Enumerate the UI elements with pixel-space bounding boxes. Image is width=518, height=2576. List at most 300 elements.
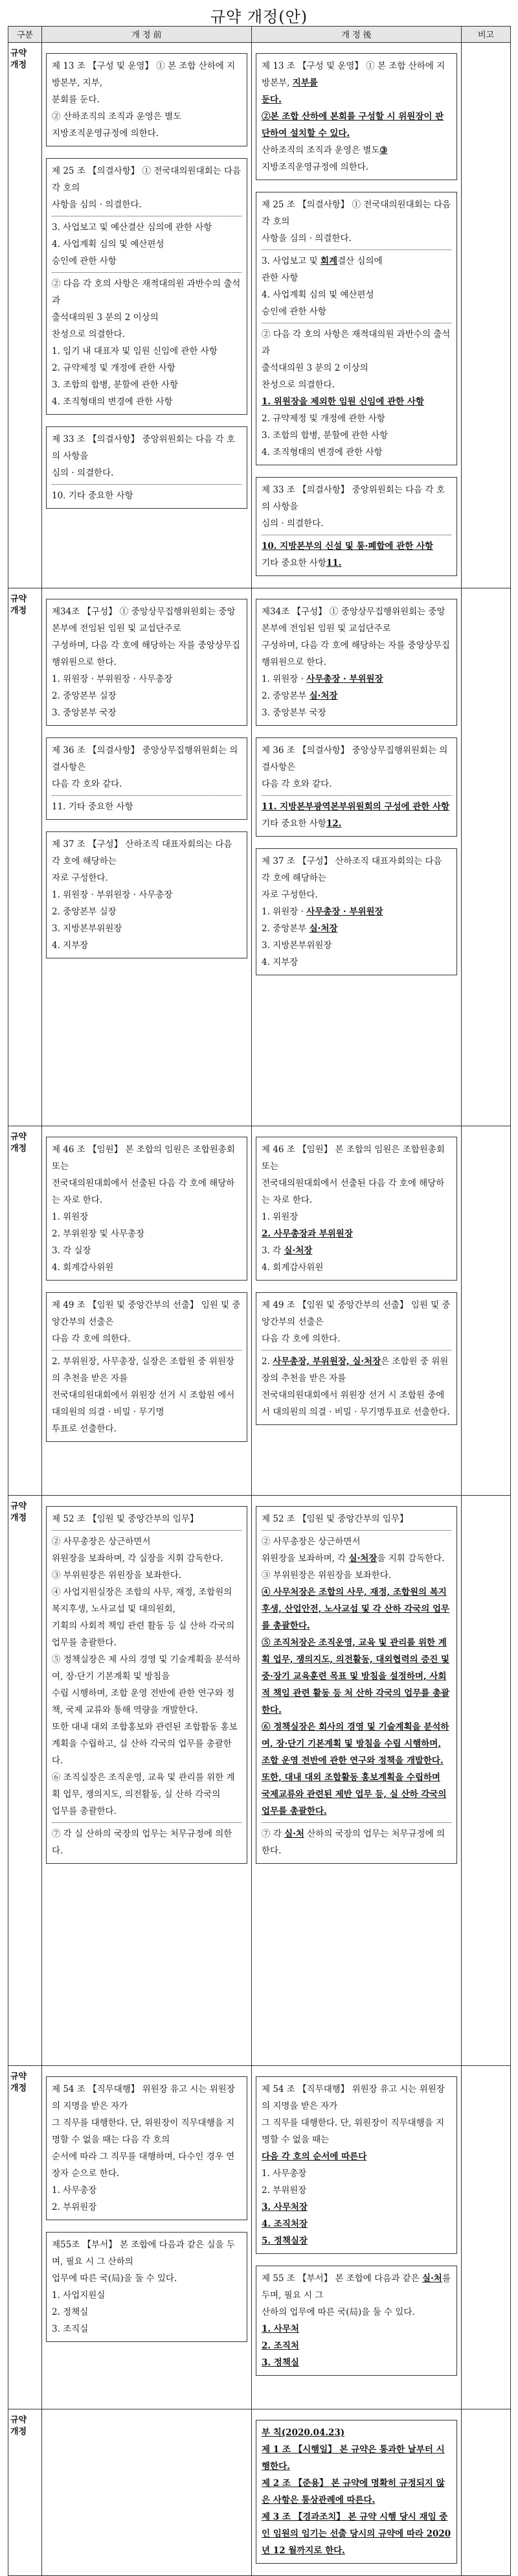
article-line [52,2270,242,2287]
article-text: 찬성으로 의결한다. [262,380,335,390]
section-label: 규약 개정 [8,2409,42,2576]
after-article-box [256,1506,457,1864]
article-text: 은 조합원 중 위원장의 추천을 받은 자를 [262,1356,449,1384]
article-text: 제 25 조 【의결사항】 ① 전국대의원대회는 다음 각 호의 [52,166,242,193]
article-text: 찬성으로 의결한다. [52,329,125,340]
article-line [52,1330,242,1347]
article-text: 3. 조합의 합병, 분할에 관한 사항 [262,430,388,441]
section-label: 규약 개정 [8,1126,42,1496]
article-text: 제 33 조 【의결사항】 중앙위원회는 다음 각 호의 사항을 [52,434,235,461]
article-text: 3. 중앙본부 국장 [52,708,117,718]
article-text: 기획의 사회적 책임 관련 활동 등 실 산하 각국의 업무를 총괄한다. [52,1621,235,1648]
amended-text: 제 1 조 【시행일】 본 규약은 통과한 날부터 시행한다. [262,2444,445,2472]
article-text: 2. 부위원장 [52,2202,97,2212]
article-line [52,1533,242,1550]
article-line [52,253,242,270]
article-line [52,1826,242,1859]
header-section: 구분 [8,27,42,43]
article-line [52,2182,242,2199]
article-line [262,671,451,688]
article-line [52,465,242,482]
article-line [52,1387,242,1421]
article-line [52,2321,242,2338]
article-line [262,704,451,721]
amended-text: ④ 사무처장은 조합의 사무, 재정, 조합원의 복지후생, 산업안전, 노사교섭 및 각 산하 각국의 업무를 총괄한다. [262,1587,450,1631]
article-line [262,2216,451,2233]
amended-text: 12. [326,818,342,829]
article-line [52,2115,242,2148]
after-article-box [256,53,457,180]
article-text: 2. 중앙본부 실장 [52,691,117,701]
article-line [262,2321,451,2338]
article-text: 출석대의원 3 분의 2 이상의 [262,363,368,373]
article-text: 위원장을 보좌하며, 각 실장을 지휘 감독한다. [52,1553,223,1564]
article-text: 다음 각 호와 같다. [52,779,122,789]
article-line [262,2354,451,2371]
before-cell [42,2409,252,2576]
before-article-box [46,1137,247,1281]
article-text: 사항을 심의 · 의결한다. [262,233,352,244]
article-text: 승인에 관한 사항 [262,307,326,317]
after-article-box [256,2420,457,2564]
article-line [262,159,451,176]
article-text: 2. 중앙본부 [262,691,310,701]
article-line [52,360,242,377]
article-line [52,937,242,954]
article-text: 그 직무를 대행한다. 단, 위원장이 직무대행을 지명할 수 없을 때는 [262,2118,445,2145]
article-line [262,954,451,971]
amended-text: 2. 사무총장과 부위원장 [262,1229,353,1239]
article-text: 자로 구성한다. [262,890,318,900]
article-line [262,2081,451,2115]
article-line [52,196,242,213]
after-article-box [256,2076,457,2254]
article-line [52,275,242,309]
article-text: 사항을 심의 · 의결한다. [52,200,142,210]
article-line [52,1584,242,1618]
article-line [262,230,451,247]
article-line [52,2199,242,2216]
article-line [262,1567,451,1584]
before-article-box [46,1506,247,1864]
article-text: 위원장을 보좌하며, 각 [262,1553,349,1564]
article-text: 기타 중요한 사항 [262,558,326,568]
article-text: 수립 시행하며, 조합 운영 전반에 관한 연구와 정책, 국제 교류와 통해 역량을 개발한다. [52,1688,235,1715]
article-text: 그 직무를 대행한다. 단, 위원장이 직무대행을 지명할 수 없을 때는 다음 각 호의 [52,2118,235,2145]
article-text: ② 다음 각 호의 사항은 재적대의원 과반수의 출석과 [52,279,241,306]
article-line [262,1353,451,1387]
before-article-box [46,2232,247,2342]
article-text: 제 52 조 【임원 및 중앙간부의 임무】 [262,1514,409,1524]
before-article-box [46,426,247,509]
article-text: 4. 회계감사위원 [262,1262,324,1273]
amended-text: ⑥ 정책실장은 회사의 경영 및 기술계획을 분석하여, 장·단기 기본계획 및 방침을 수립 시행하며, 조합 운영 전반에 관한 연구와 정책을 개발한다. 또한, 대내 대외 조합활동 홍보계획을 수립하며 국제교류와 관련된 제반 업무 등, 실 산하 각국의 업무를 총괄한다. [262,1722,449,1816]
note-cell [462,1126,511,1496]
article-line [262,555,451,572]
amendment-row [8,588,511,1126]
section-label: 규약 개정 [8,2066,42,2409]
article-line [262,108,451,142]
omission-divider [262,1822,451,1823]
amended-text: 제 2 조 【준용】 본 규약에 명확히 규정되지 않은 사항은 통상관례에 따른다. [262,2478,445,2505]
article-text: 전국대의원대회에서 위원장 선거 시 조합원 중에서 대의원의 의결 · 비밀 · 무기명투표로 선출한다. [262,1390,450,1417]
amended-text: 사무총장 · 부위원장 [306,674,383,684]
before-cell [42,1126,252,1496]
article-text: 1. 위원장 [262,1212,298,1222]
amended-text: 지부를 [292,78,318,88]
amended-text: 실·처 [284,1829,304,1839]
section-label: 규약 개정 [8,43,42,588]
article-line [262,2338,451,2354]
article-text: 2. 부위원장 및 사무총장 [52,1229,145,1239]
header-before: 개 정 前 [42,27,252,43]
before-article-box [46,737,247,820]
article-text: 제 55 조 【부서】 본 조합에 다음과 같은 [262,2273,423,2284]
article-text: 제 37 조 【구성】 산하조직 대표자회의는 다음 각 호에 해당하는 [52,839,232,866]
amended-text: 사무총장, 부위원장, 실·처장 [273,1356,381,1367]
omission-divider [52,1822,242,1823]
article-line [262,1533,451,1550]
article-line [262,2115,451,2148]
article-line [262,920,451,937]
article-line [52,393,242,410]
article-text: 제55조 【부서】 본 조합에 다음과 같은 실을 두며, 필요 시 그 산하의 [52,2240,235,2267]
article-text: ⑥ 조직실장은 조직운영, 교육 및 관리를 위한 계획 업무, 쟁의지도, 의전활동, 실 산하 각국의 [52,1772,235,1800]
article-text: ② 산하조직의 조직과 운영은 별도 [52,111,182,122]
article-line [262,2509,451,2559]
article-text: 3. 지방본부위원장 [52,923,122,934]
article-text: 순서에 따라 그 직무를 대행하며, 다수인 경우 연장자 순으로 한다. [52,2152,235,2179]
article-line [262,637,451,671]
article-text: 1. 사무총장 [52,2185,97,2196]
article-text: ③ 부위원장은 위원장을 보좌한다. [262,1570,392,1581]
article-line [52,1803,242,1820]
article-line [52,2148,242,2182]
article-text: 제 13 조 【구성 및 운영】 ① 본 조합 산하에 지방본부, [262,61,445,88]
article-text: 제 36 조 【의결사항】 중앙상무집행위원회는 의결사항은 [52,745,238,772]
article-text: 3. 사업보고 및 예산결산 심의에 관한 사항 [52,222,212,233]
article-line [52,91,242,108]
before-article-box [46,599,247,726]
article-line [262,903,451,920]
article-line [52,431,242,465]
article-line [262,286,451,303]
table-body [8,43,511,2576]
article-line [262,515,451,532]
document-title: 규약 개정(안) [210,8,308,26]
article-text: 구성하며, 다음 각 호에 해당하는 자를 중앙상무집행위원으로 한다. [262,640,450,667]
article-line [262,1634,451,1719]
article-line [52,798,242,815]
article-line [262,1297,451,1330]
article-text: 2. [262,1356,273,1367]
before-article-box [46,53,247,146]
article-text: 3. 각 [262,1246,284,1256]
after-article-box [256,2266,457,2376]
article-text: 4. 사업계획 심의 및 예산편성 [262,290,374,300]
article-line [52,1550,242,1567]
article-text: 을 지휘 감독한다. [377,1553,445,1564]
article-text: 1. 위원장 · 부위원장 · 사무총장 [52,890,173,900]
header-after: 개 정 後 [252,27,462,43]
article-text: ② 사무총장은 상근하면서 [52,1537,151,1547]
article-line [262,2304,451,2321]
article-text: 제 36 조 【의결사항】 중앙상무집행위원회는 의결사항은 [262,745,448,772]
before-article-box [46,158,247,415]
article-line [52,1511,242,1527]
article-text: 1. 위원장 [52,1212,89,1222]
article-line [262,603,451,637]
article-text: 제 52 조 【임원 및 중앙간부의 임무】 [52,1514,199,1524]
article-line [52,125,242,142]
article-text: ⑦ 각 [262,1829,285,1839]
article-line [52,1685,242,1719]
after-cell [252,588,462,1126]
article-text: 전국대의원대회에서 위원장 선거 시 조합원 에서 대의원의 의결 · 비밀 · 무기명 [52,1390,235,1417]
before-cell [42,588,252,1126]
article-line [262,1584,451,1634]
article-text: 제 49 조 【임원 및 중앙간부의 선출】 임원 및 중앙간부의 선출은 [262,1300,451,1327]
article-line [52,1242,242,1259]
before-cell [42,1496,252,2066]
article-line [52,377,242,393]
article-text: 제 13 조 【구성 및 운영】 ① 본 조합 산하에 지방본부, 지부, [52,61,236,88]
amended-text: 1. 위원장을 제외한 임원 신임에 관한 사항 [262,397,424,407]
amended-text: 제 3 조 【경과조치】 본 규약 시행 당시 재임 중인 임원의 임기는 선출 당시의 규약에 따라 2020 년 12 월까지로 한다. [262,2512,451,2556]
article-line [52,1567,242,1584]
article-line [262,2182,451,2199]
after-article-box [256,1137,457,1281]
amended-text: 부 칙(2020.04.23) [262,2428,345,2438]
article-line [262,887,451,903]
article-line [52,163,242,196]
section-label: 규약 개정 [8,1496,42,2066]
article-line [262,798,451,815]
article-text: 3. 지방본부위원장 [262,940,332,951]
article-text: 4. 사업계획 심의 및 예산편성 [52,239,164,249]
amendment-row [8,43,511,588]
article-line [262,776,451,793]
before-cell [42,2066,252,2409]
article-line [262,1259,451,1276]
article-line [262,1141,451,1175]
article-line [52,903,242,920]
article-text: 1. 사업지원실 [52,2290,106,2301]
article-line [262,410,451,427]
article-text: 전국대의원대회에서 선출된 다음 각 호에 해당하는 자로 한다. [52,1178,235,1205]
omission-divider [262,795,451,796]
article-line [52,236,242,253]
before-cell [42,43,252,588]
article-text: 3. 조합의 합병, 분할에 관한 사항 [52,380,179,390]
article-line [262,91,451,108]
amended-text: 실·처 [422,2273,442,2284]
article-text: 산하의 업무에 따른 국(局)을 둘 수 있다. [262,2307,415,2317]
article-text: 제34조 【구성】 ① 중앙상무집행위원회는 중앙본부에 전임된 임원 및 교섭단주로 [262,607,445,634]
amendment-row [8,2066,511,2409]
article-text: 관한 사항 [262,273,298,283]
article-line [262,444,451,461]
article-line [52,2287,242,2304]
article-text: 10. 기타 중요한 사항 [52,491,133,501]
amended-text: ⑤ 조직처장은 조직운영, 교육 및 관리를 위한 계획 업무, 쟁의지도, 의전활동, 대외협력의 증진 및 중·장기 교육훈련 목표 및 방침을 설정하며, 사회적 책임 관련 활동 등 처 산하 각국의 업무를 총괄한다. [262,1638,450,1715]
article-text: 제 49 조 【임원 및 중앙간부의 선출】 임원 및 중앙간부의 선출은 [52,1300,241,1327]
article-text: ④ 사업지원실장은 조합의 사무, 재정, 조합원의 복지후생, 노사교섭 및 대의원회, [52,1587,232,1614]
article-line [52,58,242,91]
amended-text: ②본 조합 산하에 본회를 구성할 시 위원장이 판단하여 설치할 수 있다. [262,111,444,139]
article-line [52,637,242,671]
amended-text: 실·처장 [309,923,338,934]
omission-divider [52,795,242,796]
article-line [52,603,242,637]
article-text: ③ 부위원장은 위원장을 보좌한다. [52,1570,182,1581]
article-text: 2. 규약제정 및 개정에 관한 사항 [262,413,385,424]
after-cell [252,1126,462,1496]
article-text: 4. 회계감사위원 [52,1262,114,1273]
article-line [52,1175,242,1209]
article-text: 다음 각 호와 같다. [262,779,332,789]
article-line [52,1719,242,1769]
article-line [262,1719,451,1820]
article-line [52,1618,242,1651]
article-text: ② 사무총장은 상근하면서 [262,1537,361,1547]
article-text: 지방조직운영규정에 의한다. [262,162,369,172]
article-line [52,1209,242,1225]
article-text: 제 33 조 【의결사항】 중앙위원회는 다음 각 호의 사항을 [262,485,445,512]
article-line [52,108,242,125]
note-cell [462,1496,511,2066]
article-text: 2. 중앙본부 [262,923,310,934]
amended-text: 둔다. [262,95,282,105]
article-text: 2. 부위원장 [262,2185,307,2196]
article-line [52,487,242,504]
amended-text: 사무총장 · 부위원장 [306,907,383,917]
after-article-box [256,737,457,837]
article-line [52,1297,242,1330]
article-line [262,482,451,515]
amended-text: 3. 사무처장 [262,2202,308,2212]
omission-divider [52,272,242,273]
article-text: 지방조직운영규정에 의한다. [52,128,159,139]
article-text: 4. 조직형태의 변경에 관한 사항 [262,447,383,458]
article-line [262,1550,451,1567]
article-line [262,427,451,444]
article-line [52,1259,242,1276]
article-line [262,2148,451,2165]
article-text: 승인에 관한 사항 [52,256,117,266]
article-text: 기타 중요한 사항 [262,818,326,829]
article-text: 분회를 둔다. [52,95,100,105]
article-text: 제 46 조 【임원】 본 조합의 임원은 조합원총회 또는 [52,1144,235,1172]
amended-text: 11. [326,558,342,568]
after-article-box [256,848,457,975]
article-text: 1. 사무총장 [262,2168,307,2179]
article-text: 다음 각 호에 의한다. [52,1334,131,1344]
article-line [262,2441,451,2475]
article-text: 전국대의원대회에서 선출된 다음 각 호에 해당하는 자로 한다. [262,1178,445,1205]
before-article-box [46,831,247,958]
article-text: 제 25 조 【의결사항】 ① 전국대의원대회는 다음 각 호의 [262,200,451,227]
article-text: 제34조 【구성】 ① 중앙상무집행위원회는 중앙본부에 전임된 임원 및 교섭단주로 [52,607,236,634]
article-text: 제 37 조 【구성】 산하조직 대표자회의는 다음 각 호에 해당하는 [262,856,442,883]
amendment-row [8,1126,511,1496]
article-text: 구성하며, 다음 각 호에 해당하는 자를 중앙상무집행위원으로 한다. [52,640,240,667]
after-cell [252,2409,462,2576]
article-text: 3. 중앙본부 국장 [262,708,326,718]
amended-text: 다음 각 호의 순서에 따른다 [262,2152,367,2162]
article-line [262,326,451,360]
article-line [262,360,451,377]
article-line [262,1826,451,1859]
after-article-box [256,599,457,726]
article-line [52,2304,242,2321]
after-cell [252,2066,462,2409]
article-line [52,836,242,870]
note-cell [462,2409,511,2576]
article-text: 투표로 선출한다. [52,1424,117,1434]
article-text: 출석대의원 3 분의 2 이상의 [52,312,159,323]
article-text: 3. 조직실 [52,2324,89,2334]
article-line [262,2475,451,2509]
article-line [52,343,242,360]
after-article-box [256,477,457,576]
after-article-box [256,192,457,465]
omission-divider [52,1350,242,1351]
before-article-box [46,2076,247,2220]
after-cell [252,43,462,588]
article-line [52,870,242,887]
article-text: 1. 위원장 · 부위원장 · 사무총장 [52,674,173,684]
article-text: 제 46 조 【임원】 본 조합의 임원은 조합원총회 또는 [262,1144,445,1172]
article-text: 심의 · 의결한다. [52,468,114,478]
article-line [262,2165,451,2182]
amended-text: 실·처장 [348,1553,377,1564]
article-line [52,326,242,343]
article-line [262,1330,451,1347]
article-text: 3. 각 실장 [52,1246,91,1256]
article-text: 2. 규약제정 및 개정에 관한 사항 [52,363,175,373]
article-text: 3. 사업보고 및 [262,256,321,266]
before-article-box [46,1292,247,1442]
article-line [52,920,242,937]
article-line [262,1511,451,1527]
amended-text: 실·처장 [284,1246,313,1256]
article-line [52,704,242,721]
article-text: 산하조직의 조직과 운영은 별도 [262,145,380,156]
article-line [262,377,451,393]
omission-divider [52,484,242,485]
note-cell [462,588,511,1126]
article-line [262,303,451,320]
article-line [52,776,242,793]
article-line [262,2270,451,2304]
article-text: 자로 구성한다. [52,873,108,883]
note-cell [462,43,511,588]
article-line [52,671,242,688]
after-cell [252,1496,462,2066]
article-line [262,142,451,159]
article-line [262,2199,451,2216]
article-line [262,815,451,832]
amended-text: 회계 [320,256,338,266]
amended-text: 1. 사무처 [262,2324,299,2334]
amendment-table [8,26,511,2576]
article-line [262,393,451,410]
amendment-row [8,2409,511,2576]
article-text: 를 두며, 필요 시 그 [262,2273,451,2301]
note-cell [462,2066,511,2409]
article-line [262,742,451,776]
